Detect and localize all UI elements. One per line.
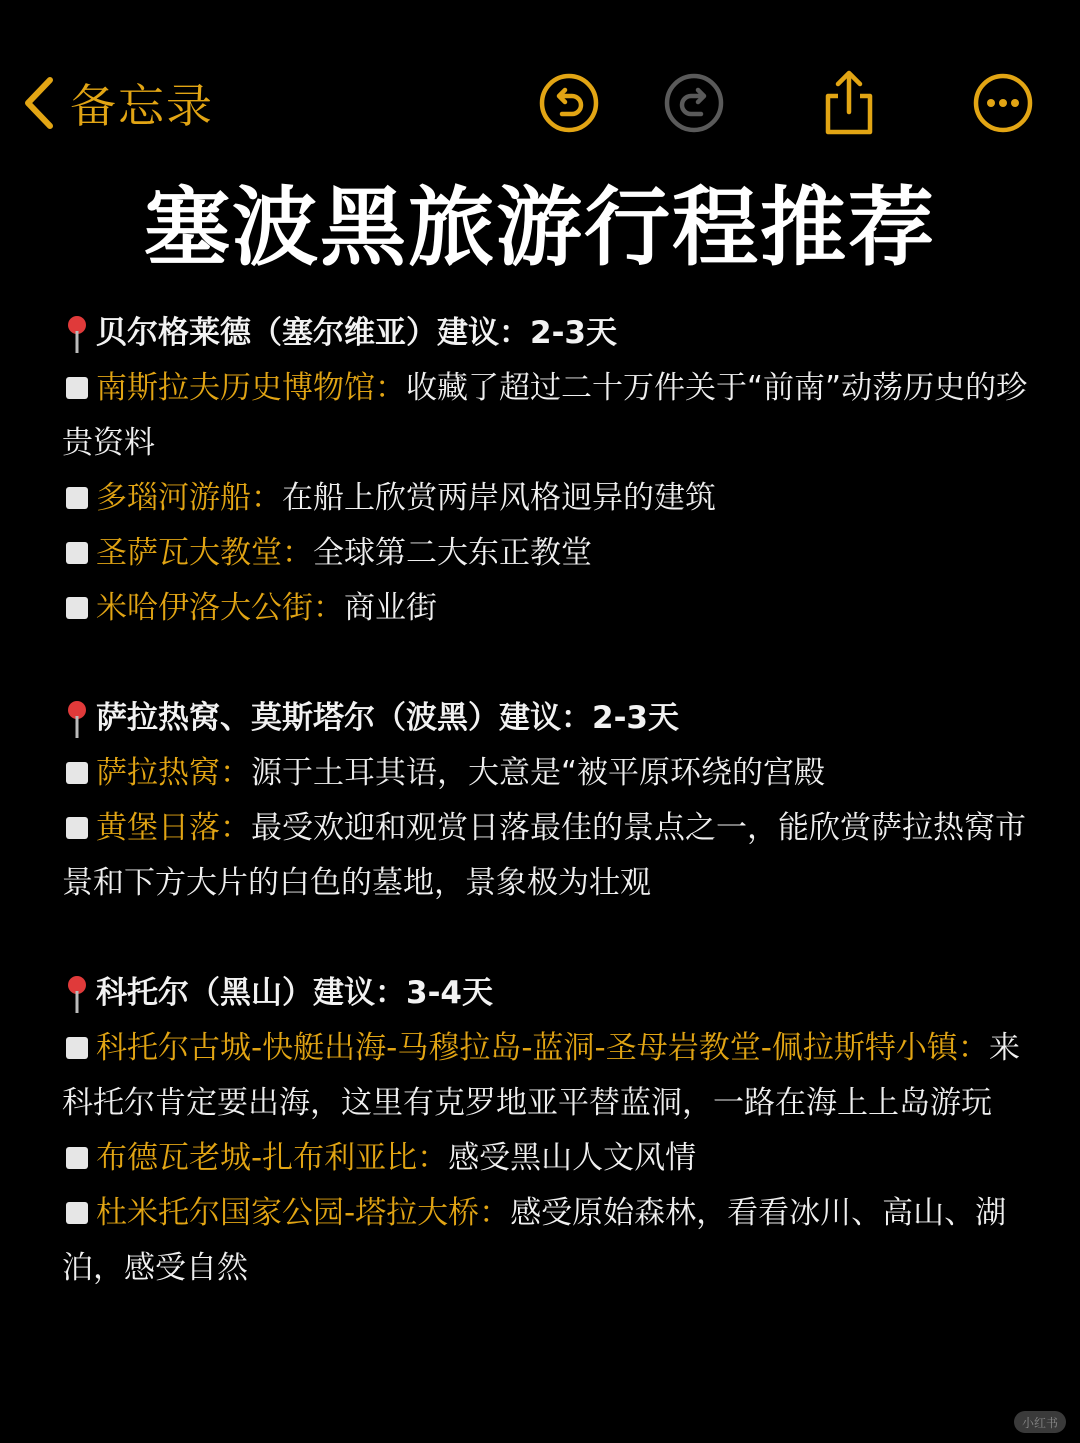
list-item: [62, 1021, 1032, 1131]
section-heading: 萨拉热窝、莫斯塔尔（波黑）建议：2-3天: [62, 691, 1032, 746]
redo-button[interactable]: [661, 70, 727, 136]
pin-icon: [62, 313, 92, 355]
share-button[interactable]: [816, 70, 882, 136]
pin-icon: [62, 698, 92, 740]
item-name: 圣萨瓦大教堂：: [96, 535, 313, 571]
item-desc: 最受欢迎和观赏日落最佳的景点之一，能欣赏萨拉热窝市景和下方大片的白色的墓地，景象极为壮观: [62, 810, 1026, 901]
bullet-square-icon: [66, 377, 88, 399]
item-desc: 感受原始森林，看看冰川、高山、湖泊，感受自然: [62, 1195, 1007, 1286]
chevron-left-icon: [22, 76, 56, 130]
list-item: [62, 746, 1032, 801]
bullet-square-icon: [66, 1202, 88, 1224]
item-name: 杜米托尔国家公园-塔拉大桥：: [96, 1195, 511, 1231]
undo-icon: [538, 72, 600, 134]
section-heading: 贝尔格莱德（塞尔维亚）建议：2-3天: [62, 306, 1032, 361]
item-desc: 来科托尔肯定要出海，这里有克罗地亚平替蓝洞，一路在海上上岛游玩: [62, 1030, 1020, 1121]
pin-icon: [62, 973, 92, 1015]
more-icon: [972, 72, 1034, 134]
item-desc: 商业街: [344, 590, 437, 626]
item-desc: 全球第二大东正教堂: [313, 535, 592, 571]
list-item: [62, 1131, 1032, 1186]
item-desc: 源于土耳其语，大意是“被平原环绕的宫殿: [251, 755, 826, 791]
watermark-logo: 小红书: [1014, 1411, 1066, 1433]
list-item: [62, 581, 1032, 636]
item-name: 萨拉热窝：: [96, 755, 251, 791]
bullet-square-icon: [66, 597, 88, 619]
item-name: 多瑙河游船：: [96, 480, 282, 516]
item-desc: 感受黑山人文风情: [448, 1140, 697, 1176]
item-name: 黄堡日落：: [96, 810, 251, 846]
more-button[interactable]: [970, 70, 1036, 136]
list-item: [62, 471, 1032, 526]
share-icon: [818, 68, 880, 138]
note-body[interactable]: [62, 306, 1032, 1296]
top-toolbar: [0, 60, 1080, 144]
item-name: 布德瓦老城-扎布利亚比：: [96, 1140, 449, 1176]
bullet-square-icon: [66, 1147, 88, 1169]
bullet-square-icon: [66, 762, 88, 784]
redo-icon: [663, 72, 725, 134]
section-heading: 科托尔（黑山）建议：3-4天: [62, 966, 1032, 1021]
list-item: [62, 1186, 1032, 1296]
list-item: [62, 361, 1032, 471]
item-name: 科托尔古城-快艇出海-马穆拉岛-蓝洞-圣母岩教堂-佩拉斯特小镇：: [96, 1030, 989, 1066]
spacer: [62, 911, 1032, 966]
item-name: 南斯拉夫历史博物馆：: [96, 370, 406, 406]
spacer: [62, 636, 1032, 691]
list-item: [62, 526, 1032, 581]
bullet-square-icon: [66, 817, 88, 839]
back-button[interactable]: [22, 70, 214, 136]
list-item: [62, 801, 1032, 911]
back-label: 备忘录: [70, 79, 214, 133]
item-desc: 收藏了超过二十万件关于“前南”动荡历史的珍贵资料: [62, 370, 1028, 461]
bullet-square-icon: [66, 487, 88, 509]
item-desc: 在船上欣赏两岸风格迥异的建筑: [282, 480, 716, 516]
undo-button[interactable]: [536, 70, 602, 136]
bullet-square-icon: [66, 542, 88, 564]
bullet-square-icon: [66, 1037, 88, 1059]
note-title: 塞波黑旅游行程推荐: [144, 178, 936, 278]
item-name: 米哈伊洛大公街：: [96, 590, 344, 626]
